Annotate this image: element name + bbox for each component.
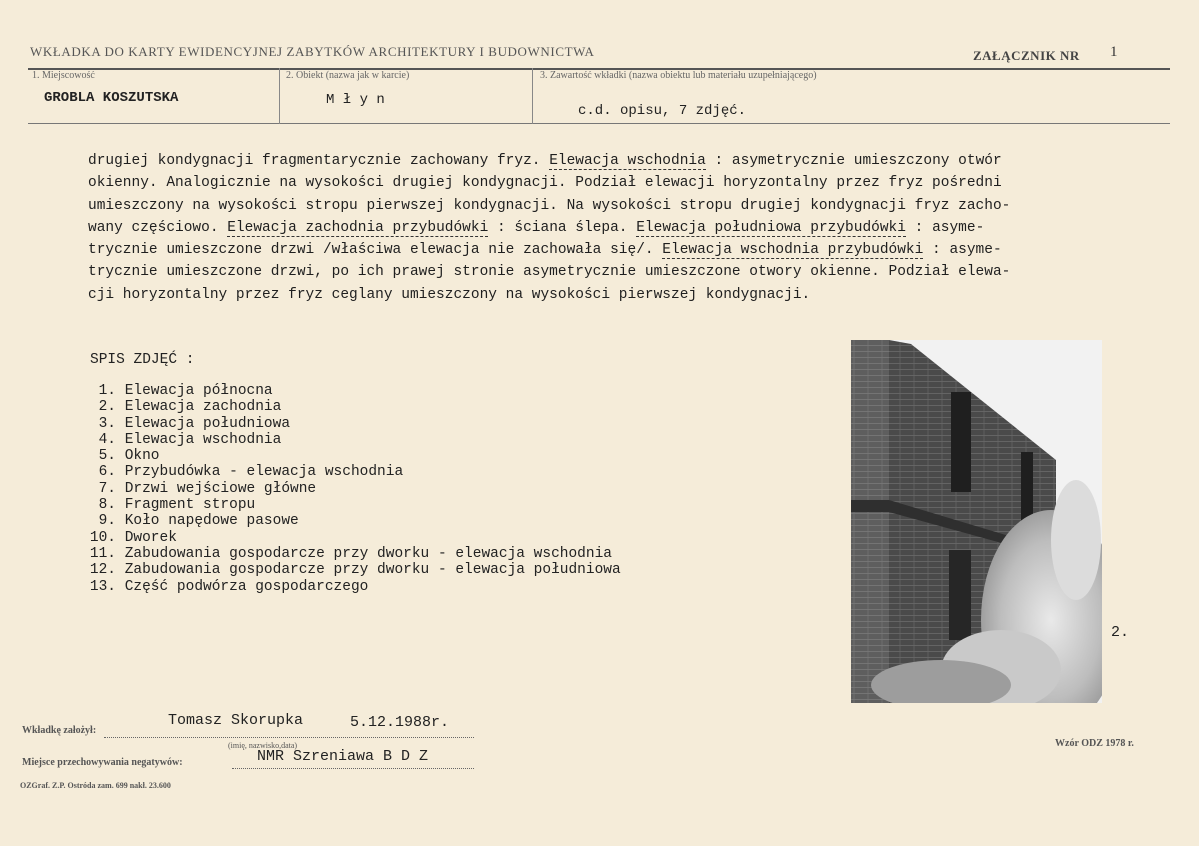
attachment-number-label: ZAŁĄCZNIK NR xyxy=(973,48,1080,63)
storage-dotline xyxy=(232,768,474,769)
content-label: 3. Zawartość wkładki (nazwa obiektu lub materiału uzupełniającego) xyxy=(540,70,817,81)
object-label: 2. Obiekt (nazwa jak w karcie) xyxy=(286,70,410,81)
printer-info: OZGraf. Z.P. Ostróda zam. 699 nakł. 23.600 xyxy=(20,781,171,790)
text-line xyxy=(88,217,1168,239)
text-segment: : asymetrycznie umieszczony otwór xyxy=(705,153,1002,169)
object-value: M ł y n xyxy=(326,92,385,108)
attachment-number-value: 1 xyxy=(1110,44,1118,60)
list-item: 4. Elewacja wschodnia xyxy=(98,431,282,448)
author-dotline xyxy=(104,737,474,738)
photo-list-title: SPIS ZDJĘĆ : xyxy=(90,352,195,368)
underlined-heading: Elewacja wschodnia xyxy=(549,153,706,169)
content-value: c.d. opisu, 7 zdjęć. xyxy=(578,103,747,119)
list-item: 9. Koło napędowe pasowe xyxy=(98,513,299,530)
text-line xyxy=(88,150,1168,172)
list-item: 2. Elewacja zachodnia xyxy=(98,399,282,416)
form-pattern: Wzór ODZ 1978 r. xyxy=(1055,738,1134,749)
list-item: 7. Drzwi wejściowe główne xyxy=(98,480,317,497)
underlined-heading: Elewacja wschodnia przybudówki xyxy=(662,242,924,259)
text-line: umieszczony na wysokości stropu pierwszej kondygnacji. Na wysokości stropu drugiej kondygnacji fryz zacho- xyxy=(88,197,1011,214)
list-item: 1. Elewacja północna xyxy=(98,383,273,399)
photo-list xyxy=(78,383,621,595)
text-segment: trycznie umieszczone drzwi /właściwa elewacja nie zachowała się/. xyxy=(88,242,663,259)
list-item: 6. Przybudówka - elewacja wschodnia xyxy=(98,464,404,481)
author-date: 5.12.1988r. xyxy=(350,714,450,731)
text-line xyxy=(88,239,1168,261)
form-title: WKŁADKA DO KARTY EWIDENCYJNEJ ZABYTKÓW ARCHITEKTURY I BUDOWNICTWA xyxy=(30,44,595,59)
list-item: 3. Elewacja południowa xyxy=(98,415,291,432)
text-segment: drugiej kondygnacji fragmentarycznie zachowany fryz. xyxy=(88,153,550,169)
list-item: 5. Okno xyxy=(98,448,160,465)
text-line: cji horyzontalny przez fryz ceglany umieszczony na wysokości pierwszej kondygnacji. xyxy=(88,286,811,303)
list-item: 12. Zabudowania gospodarcze przy dworku - elewacja południowa xyxy=(89,562,621,579)
mill-photo-image xyxy=(851,340,1102,703)
list-item: 8. Fragment stropu xyxy=(98,497,256,514)
field-divider-2 xyxy=(532,68,533,124)
text-line: trycznie umieszczone drzwi, po ich prawej stronie asymetrycznie umieszczone otwory okienne. Podział elewa- xyxy=(88,264,1011,281)
author-hint: (imię, nazwisko,data) xyxy=(228,741,298,750)
text-segment: : ściana ślepa. xyxy=(488,219,637,236)
author-name: Tomasz Skorupka xyxy=(168,712,304,729)
text-line: okienny. Analogicznie na wysokości drugiej kondygnacji. Podział elewacji horyzontalny przez fryz pośredni xyxy=(88,175,1002,192)
author-label: Wkładkę założył: xyxy=(22,725,97,736)
storage-value: NMR Szreniawa B D Z xyxy=(257,748,429,765)
underlined-heading: Elewacja zachodnia przybudówki xyxy=(227,219,489,236)
photo-number: 2. xyxy=(1111,624,1130,641)
place-value: GROBLA KOSZUTSKA xyxy=(44,90,179,106)
storage-label: Miejsce przechowywania negatywów: xyxy=(22,757,183,768)
mill-photo xyxy=(851,340,1102,703)
list-item: 10. Dworek xyxy=(89,529,177,546)
underlined-heading: Elewacja południowa przybudówki xyxy=(636,219,906,236)
text-segment: : asyme- xyxy=(905,219,985,236)
list-item: 13. Część podwórza gospodarczego xyxy=(89,578,369,595)
text-segment: : asyme- xyxy=(923,242,1002,259)
list-item: 11. Zabudowania gospodarcze przy dworku - elewacja wschodnia xyxy=(89,545,612,562)
description-text xyxy=(88,150,1168,306)
fields-bottom-rule xyxy=(28,123,1170,124)
place-label: 1. Miejscowość xyxy=(32,70,95,81)
text-segment: wany częściowo. xyxy=(88,219,228,236)
field-divider-1 xyxy=(279,68,280,124)
